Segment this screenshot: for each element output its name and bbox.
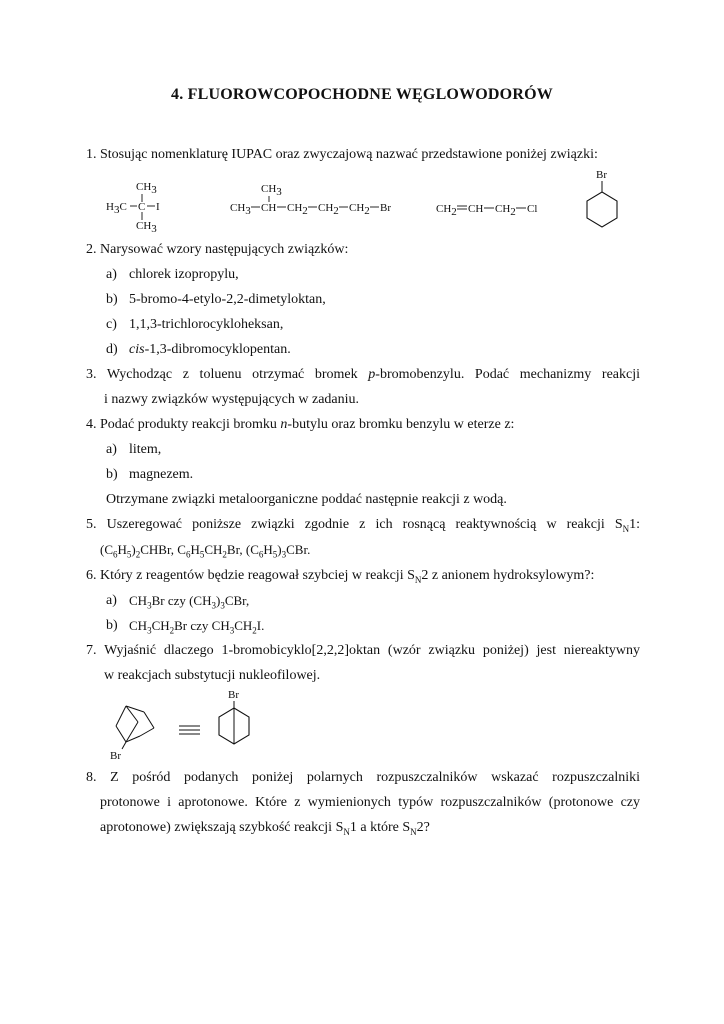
m3-cl: Cl bbox=[527, 203, 538, 215]
m3-ch2: CH2 bbox=[436, 203, 457, 218]
m1-ch3-bottom: CH3 bbox=[136, 220, 157, 234]
q2-item-d-label: d) bbox=[106, 342, 118, 357]
molecule-3-structure bbox=[432, 196, 552, 220]
q8-l3-mid: 1 a które S bbox=[349, 820, 411, 835]
question-5-line-1 bbox=[86, 515, 640, 539]
q2-item-d-text bbox=[129, 340, 291, 360]
m2-ch3-top: CH3 bbox=[261, 183, 282, 198]
question-4-text bbox=[86, 415, 514, 435]
q6-item-b-text: $CH_3CH_2Br$ czy $CH_3CH_2I$. bbox=[129, 618, 265, 636]
m3-ch2-b: CH2 bbox=[495, 203, 516, 218]
m2-ch2-c: CH2 bbox=[349, 202, 370, 217]
q2-item-c-label: c) bbox=[106, 317, 117, 332]
q6-item-b-label: b) bbox=[106, 618, 118, 633]
q4-italic: n bbox=[280, 417, 288, 432]
q4-note: Otrzymane związki metaloorganiczne poddać następnie reakcji z wodą. bbox=[106, 492, 507, 507]
molecule-4-bromocyclohexane bbox=[578, 166, 628, 230]
m1-c: C bbox=[138, 201, 146, 213]
question-7-line-1: 7. Wyjaśnić dlaczego 1-bromobicyklo[2,2,2]oktan (wzór związku poniżej) jest niereaktywny bbox=[86, 643, 640, 658]
q5-l1-text: 5. Uszeregować poniższe związki zgodnie z ich rosnącą reaktywnością w reakcji S bbox=[86, 517, 623, 532]
m2-ch3: CH3 bbox=[230, 202, 251, 217]
m1-i: I bbox=[156, 201, 160, 213]
q5-l1-sub: N bbox=[622, 523, 630, 534]
q3-pre: 3. Wychodząc z toluenu otrzymać bromek bbox=[86, 367, 369, 382]
bicyclo-br-bottom: Br bbox=[110, 750, 121, 762]
q4-item-b-label: b) bbox=[106, 467, 118, 482]
q5-l1-end: 1: bbox=[629, 517, 640, 532]
q6-pre: 6. Który z reagentów będzie reagował szybciej w reakcji S bbox=[86, 568, 415, 583]
question-8-line-2: protonowe i aprotonowe. Które z wymienionych typów rozpuszczalników (protonowe czy bbox=[100, 795, 640, 810]
question-5-line-2: $(C_6H_5)_2CHBr$, $C_6H_5CH_2Br$, $(C_6H_5)_3CBr$. bbox=[100, 542, 311, 560]
m2-br: Br bbox=[380, 202, 391, 214]
molecule-2-structure bbox=[226, 176, 406, 220]
q2-item-a-label: a) bbox=[106, 267, 117, 282]
question-8-line-3 bbox=[100, 818, 430, 842]
question-3-line-2: i nazwy związków występujących w zadaniu. bbox=[104, 392, 360, 407]
q6-item-a-label: a) bbox=[106, 593, 117, 608]
q4-item-a-label: a) bbox=[106, 442, 117, 457]
q2-item-c-text: 1,1,3-trichlorocykloheksan, bbox=[129, 317, 284, 332]
q2-item-a-text: chlorek izopropylu, bbox=[129, 267, 239, 282]
question-7-line-2: w reakcjach substytucji nukleofilowej. bbox=[104, 668, 321, 683]
q4-item-b-text: magnezem. bbox=[129, 467, 194, 482]
equivalence-sign bbox=[178, 724, 202, 736]
q3-italic: p bbox=[368, 367, 376, 382]
question-6-text bbox=[86, 566, 594, 590]
q6-sub: N bbox=[414, 574, 422, 585]
q2-item-d-italic: cis bbox=[129, 342, 145, 357]
q2-item-b-label: b) bbox=[106, 292, 118, 307]
m3-ch: CH bbox=[468, 203, 484, 215]
q6-item-a-text: $CH_3Br$ czy $(CH_3)_3CBr$, bbox=[129, 593, 250, 611]
bicyclo-br-top: Br bbox=[228, 689, 239, 701]
q4-post: -butylu oraz bromku benzylu w eterze z: bbox=[287, 417, 515, 432]
question-3-line-1 bbox=[86, 365, 640, 385]
q8-l3-pre: aprotonowe) zwiększają szybkość reakcji S bbox=[100, 820, 344, 835]
question-1-text: 1. Stosując nomenklaturę IUPAC oraz zwyczajową nazwać przedstawione poniżej związki: bbox=[86, 147, 598, 162]
page-title: 4. FLUOROWCOPOCHODNE WĘGLOWODORÓW bbox=[171, 86, 553, 103]
m4-br: Br bbox=[596, 169, 607, 181]
q3-post: -bromobenzylu. Podać mechanizmy reakcji bbox=[375, 367, 641, 382]
question-8-line-1: 8. Z pośród podanych poniżej polarnych rozpuszczalników wskazać rozpuszczalniki bbox=[86, 770, 640, 785]
question-2-text: 2. Narysować wzory następujących związków: bbox=[86, 242, 349, 257]
q4-item-a-text: litem, bbox=[129, 442, 162, 457]
q6-post: 2 z anionem hydroksylowym?: bbox=[421, 568, 595, 583]
m1-h3c: H3C bbox=[106, 201, 127, 216]
q8-l3-end: 2? bbox=[416, 820, 430, 835]
m2-ch: CH bbox=[261, 202, 277, 214]
q8-l3-sub1: N bbox=[343, 826, 350, 837]
molecule-1-structure bbox=[100, 172, 180, 234]
bicyclooctane-flat-structure bbox=[212, 686, 264, 752]
q4-pre: 4. Podać produkty reakcji bromku bbox=[86, 417, 281, 432]
m2-ch2-a: CH2 bbox=[287, 202, 308, 217]
q2-item-b-text: 5-bromo-4-etylo-2,2-dimetyloktan, bbox=[129, 292, 326, 307]
q2-item-d-rest: -1,3-dibromocyklopentan. bbox=[144, 342, 291, 357]
q8-l3-sub2: N bbox=[410, 826, 417, 837]
m2-ch2-b: CH2 bbox=[318, 202, 339, 217]
m1-ch3-top: CH3 bbox=[136, 181, 157, 196]
bicyclooctane-perspective-structure bbox=[104, 692, 164, 762]
